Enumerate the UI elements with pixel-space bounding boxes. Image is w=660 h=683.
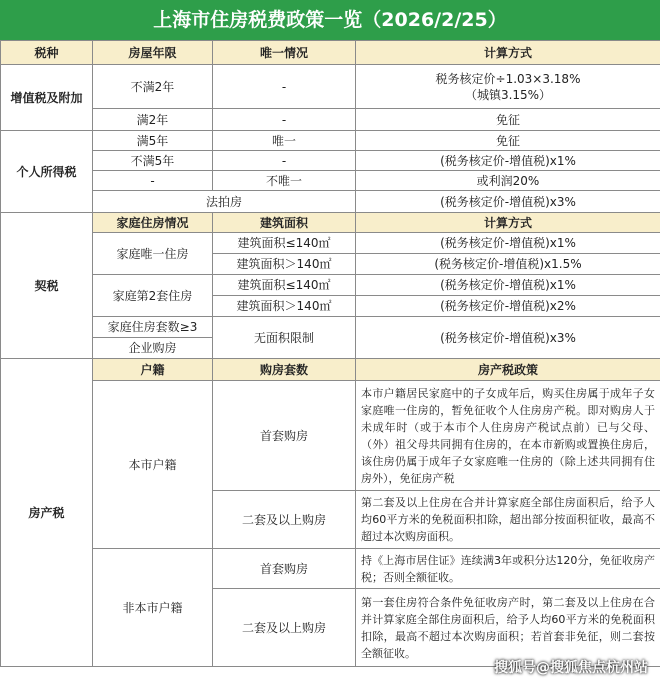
pit-r3-years: - [93,171,213,191]
page-title: 上海市住房税费政策一览（2026/2/25） [0,0,660,40]
property-hdr-policy: 房产税政策 [356,359,660,381]
vat-r1-method [356,65,660,109]
pit-r1-unique: 唯一 [213,131,356,151]
deed-g2-m2: (税务核定价-增值税)x2% [356,296,660,317]
vat-r2-years: 满2年 [93,109,213,131]
table-row [1,131,660,151]
deed-hdr-situation: 家庭住房情况 [93,213,213,233]
property-nonlocal: 非本市户籍 [93,549,213,667]
pit-r1-method: 免征 [356,131,660,151]
table-row [1,275,660,296]
vat-r2-method: 免征 [356,109,660,131]
property-hdr-count: 购房套数 [213,359,356,381]
table-row [1,359,660,381]
property-local-first: 首套购房 [213,381,356,491]
property-name: 房产税 [1,359,93,667]
table-row [1,109,660,131]
property-local-second-policy: 第二套及以上住房在合并计算家庭全部住房面积后，给予人均60平方米的免税面积扣除，超出部分按面积征收，最高不超过本次购房面积。 [356,491,660,549]
property-nonlocal-second: 二套及以上购房 [213,589,356,667]
property-nonlocal-first-policy: 持《上海市居住证》连续满3年或积分达120分，免征收房产税；否则全额征收。 [356,549,660,589]
table-row [1,233,660,254]
table-row [1,317,660,338]
table-row [1,191,660,213]
property-nonlocal-second-policy: 第一套住房符合条件免征收房产时，第二套及以上住房在合并计算家庭全部住房面积后，给予人均60平方米的免税面积扣除，最高不超过本次购房面积；若首套非免征，则二套按全额征收。 [356,589,660,667]
table-row [1,381,660,491]
tax-policy-table [0,40,660,667]
property-nonlocal-first: 首套购房 [213,549,356,589]
property-hdr-hukou: 户籍 [93,359,213,381]
property-local: 本市户籍 [93,381,213,549]
deed-g1-m2: (税务核定价-增值税)x1.5% [356,254,660,275]
table-row [1,151,660,171]
deed-hdr-method: 计算方式 [356,213,660,233]
deed-g2: 家庭第2套住房 [93,275,213,317]
vat-name: 增值税及附加 [1,65,93,131]
deed-g2-a2: 建筑面积＞140㎡ [213,296,356,317]
pit-r3-method: 或利润20% [356,171,660,191]
deed-hdr-area: 建筑面积 [213,213,356,233]
vat-r1-method-line2: （城镇3.15%） [464,87,552,102]
table-row [1,65,660,109]
deed-g2-m1: (税务核定价-增值税)x1% [356,275,660,296]
property-local-first-policy: 本市户籍居民家庭中的子女成年后，购买住房属于成年子女家庭唯一住房的，暂免征收个人住房房产税。即对购房人于未成年时（或于本市个人住房房产税试点前）已与父母、（外）祖父母共同拥有住房的，在本市新购或置换住房后，该住房仍属于成年子女家庭唯一住房的（除上述共同拥有住房外），免征房产税 [356,381,660,491]
pit-r2-years: 不满5年 [93,151,213,171]
header-method: 计算方式 [356,41,660,65]
deed-g3-area: 无面积限制 [213,317,356,359]
watermark: 搜狐号@搜狐焦点杭州站 [494,660,648,676]
header-unique: 唯一情况 [213,41,356,65]
pit-r2-method: (税务核定价-增值税)x1% [356,151,660,171]
deed-name: 契税 [1,213,93,359]
table-row [1,171,660,191]
table-header-row [1,41,660,65]
deed-g1-a2: 建筑面积＞140㎡ [213,254,356,275]
pit-r2-unique: - [213,151,356,171]
pit-r3-unique: 不唯一 [213,171,356,191]
pit-r4-method: (税务核定价-增值税)x3% [356,191,660,213]
pit-r4-years: 法拍房 [93,191,356,213]
deed-g3-line2: 企业购房 [93,338,213,359]
deed-g1: 家庭唯一住房 [93,233,213,275]
deed-g1-m1: (税务核定价-增值税)x1% [356,233,660,254]
vat-r1-method-line1: 税务核定价÷1.03×3.18% [435,71,581,86]
deed-g3-method: (税务核定价-增值税)x3% [356,317,660,359]
deed-g3-line1: 家庭住房套数≥3 [93,317,213,338]
vat-r1-unique: - [213,65,356,109]
deed-g2-a1: 建筑面积≤140㎡ [213,275,356,296]
deed-g1-a1: 建筑面积≤140㎡ [213,233,356,254]
property-local-second: 二套及以上购房 [213,491,356,549]
table-row [1,549,660,589]
pit-r1-years: 满5年 [93,131,213,151]
header-tax: 税种 [1,41,93,65]
vat-r2-unique: - [213,109,356,131]
pit-name: 个人所得税 [1,131,93,213]
vat-r1-years: 不满2年 [93,65,213,109]
header-years: 房屋年限 [93,41,213,65]
table-row [1,213,660,233]
